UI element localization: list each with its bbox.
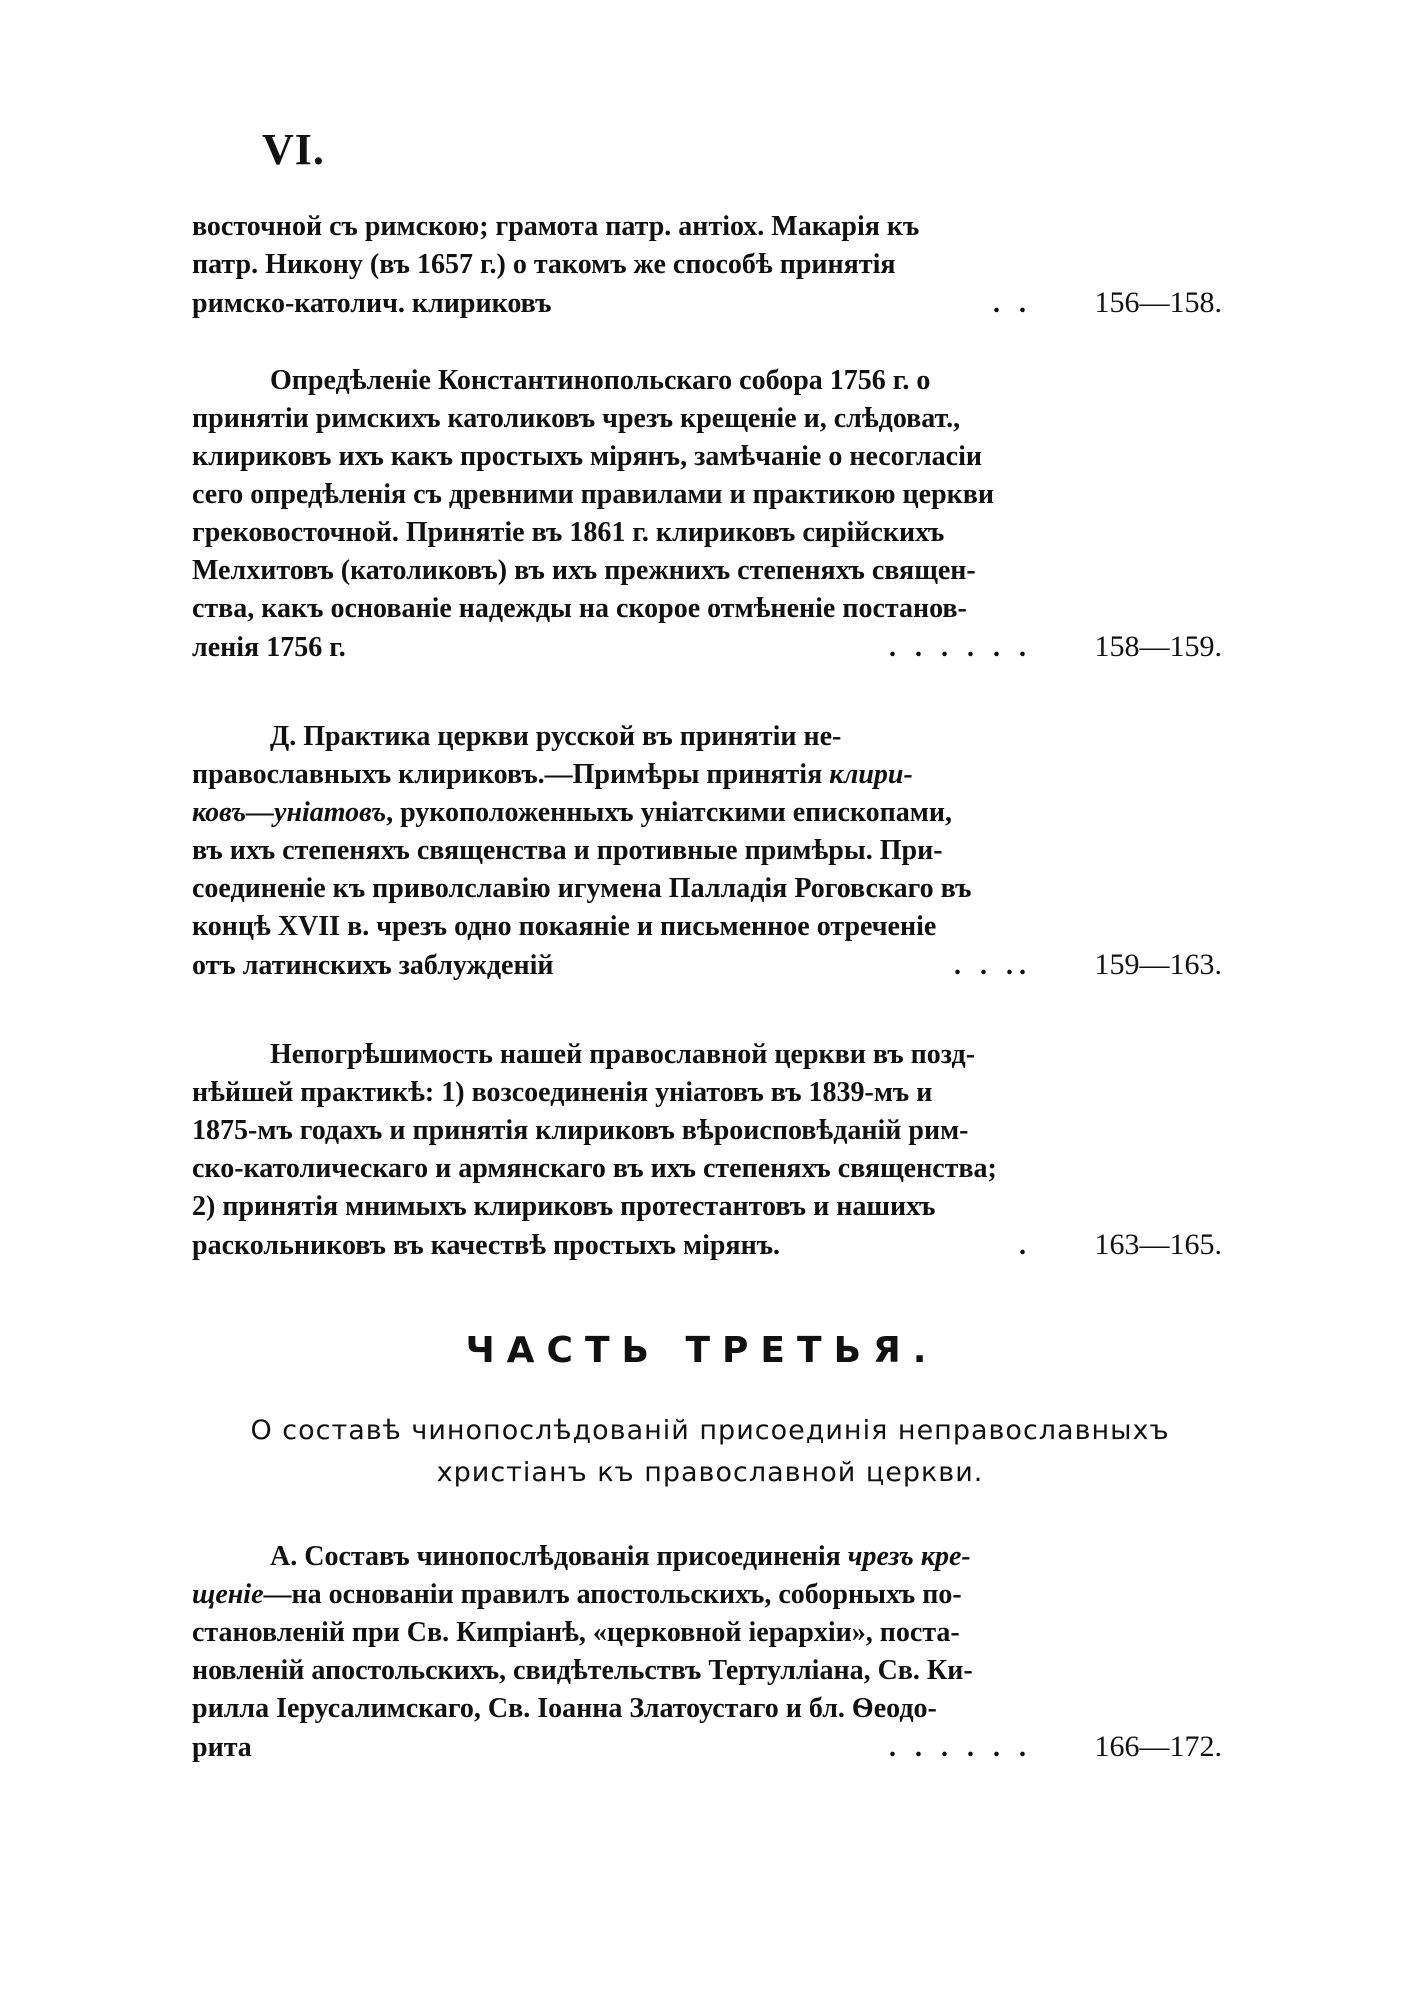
entry-line: патр. Никону (въ 1657 г.) о такомъ же способѣ принятія	[192, 249, 896, 280]
entry-line: становленій при Св. Кипріанѣ, «церковной іерархіи», поста-	[192, 1617, 960, 1648]
entry-line: грековосточной. Принятіе въ 1861 г. клириковъ сирійскихъ	[192, 517, 945, 548]
entry-line: клириковъ ихъ какъ простыхъ мірянъ, замѣчаніе о несогласіи	[192, 441, 983, 472]
part-title: ЧАСТЬ ТРЕТЬЯ.	[465, 1330, 939, 1371]
entry-line: Непогрѣшимость нашей православной церкви въ позд-	[270, 1039, 976, 1070]
entry-line: ства, какъ основаніе надежды на скорое отмѣненіе постанов-	[192, 593, 967, 624]
entry-line: 1875-мъ годахъ и принятія клириковъ вѣроисповѣданій рим-	[192, 1115, 969, 1146]
toc-entry-3	[192, 718, 1222, 985]
entry-last-line: ленія 1756 г.	[192, 632, 346, 663]
italic-term: клири-	[829, 759, 913, 790]
entry-last-line: рита	[192, 1732, 252, 1763]
entry-line: въ ихъ степеняхъ священства и противные примѣры. При-	[192, 835, 943, 866]
toc-entry-5	[192, 1538, 1222, 1767]
entry-last-line: римско-католич. клириковъ	[192, 288, 552, 319]
part-subtitle-line: христіанъ къ православной церкви.	[436, 1457, 984, 1488]
entry-line: нѣйшей практикѣ: 1) возсоединенія уніатовъ въ 1839-мъ и	[192, 1077, 933, 1108]
page-range: 156—158.	[1094, 286, 1222, 319]
italic-term: ковъ—уніатовъ	[192, 797, 387, 828]
entry-line: 2) принятія мнимыхъ клириковъ протестантовъ и нашихъ	[192, 1191, 936, 1222]
entry-line: соединеніе къ приволславію игумена Палладія Роговскаго въ	[192, 873, 972, 904]
section-heading: Д. Практика церкви русской въ принятіи не-	[270, 721, 842, 752]
page-range: 158—159.	[1094, 630, 1222, 663]
entry-line: принятіи римскихъ католиковъ чрезъ крещеніе и, слѣдоват.,	[192, 403, 961, 434]
entry-line: новленій апостольскихъ, свидѣтельствъ Тертулліана, Св. Ки-	[192, 1655, 973, 1686]
entry-last-line: раскольниковъ въ качествѣ простыхъ мірянъ.	[192, 1230, 781, 1261]
entry-line: , рукоположенныхъ уніатскими епископами,	[386, 797, 952, 828]
entry-line: Мелхитовъ (католиковъ) въ ихъ прежнихъ степеняхъ священ-	[192, 555, 976, 586]
leader-dots: .	[1019, 1230, 1032, 1261]
entry-line: рилла Іерусалимскаго, Св. Іоанна Златоустаго и бл. Ѳеодо-	[192, 1693, 937, 1724]
toc-entry-4	[192, 1036, 1222, 1265]
entry-intro: —Примѣры принятія	[544, 759, 823, 790]
leader-dots: . .	[993, 288, 1032, 319]
entry-line: восточной съ римскою; грамота патр. антіох. Макарія къ	[192, 211, 920, 242]
toc-entry-2	[192, 362, 1222, 667]
page-range: 166—172.	[1094, 1730, 1222, 1763]
leader-dots: . . ..	[954, 950, 1032, 981]
entry-line: сего опредѣленія съ древними правилами и практикою церкви	[192, 479, 995, 510]
toc-entry-1	[192, 208, 1222, 323]
page-range: 163—165.	[1094, 1228, 1222, 1261]
part-subtitle	[220, 1410, 1200, 1494]
entry-intro: Составъ чинопослѣдованія присоединенія	[304, 1541, 841, 1572]
section-heading-cont: православныхъ клириковъ.	[192, 759, 545, 790]
italic-term: чрезъ кре-	[847, 1541, 971, 1572]
page-range: 159—163.	[1094, 948, 1222, 981]
leader-dots: . . . . . .	[889, 632, 1032, 663]
part-subtitle-line: О составѣ чинопослѣдованій присоединія неправославныхъ	[250, 1415, 1170, 1446]
page-number: VI.	[262, 125, 325, 174]
entry-line: —на основаніи правилъ апостольскихъ, соборныхъ по-	[263, 1579, 962, 1610]
entry-line: Опредѣленіе Константинопольскаго собора 1756 г. о	[270, 365, 931, 396]
section-letter: А.	[270, 1541, 298, 1572]
leader-dots: . . . . . .	[889, 1732, 1032, 1763]
entry-last-line: отъ латинскихъ заблужденій	[192, 950, 554, 981]
entry-line: ско-католическаго и армянскаго въ ихъ степеняхъ священства;	[192, 1153, 997, 1184]
entry-line: концѣ XVII в. чрезъ одно покаяніе и письменное отреченіе	[192, 911, 937, 942]
italic-term: щеніе	[192, 1579, 264, 1610]
